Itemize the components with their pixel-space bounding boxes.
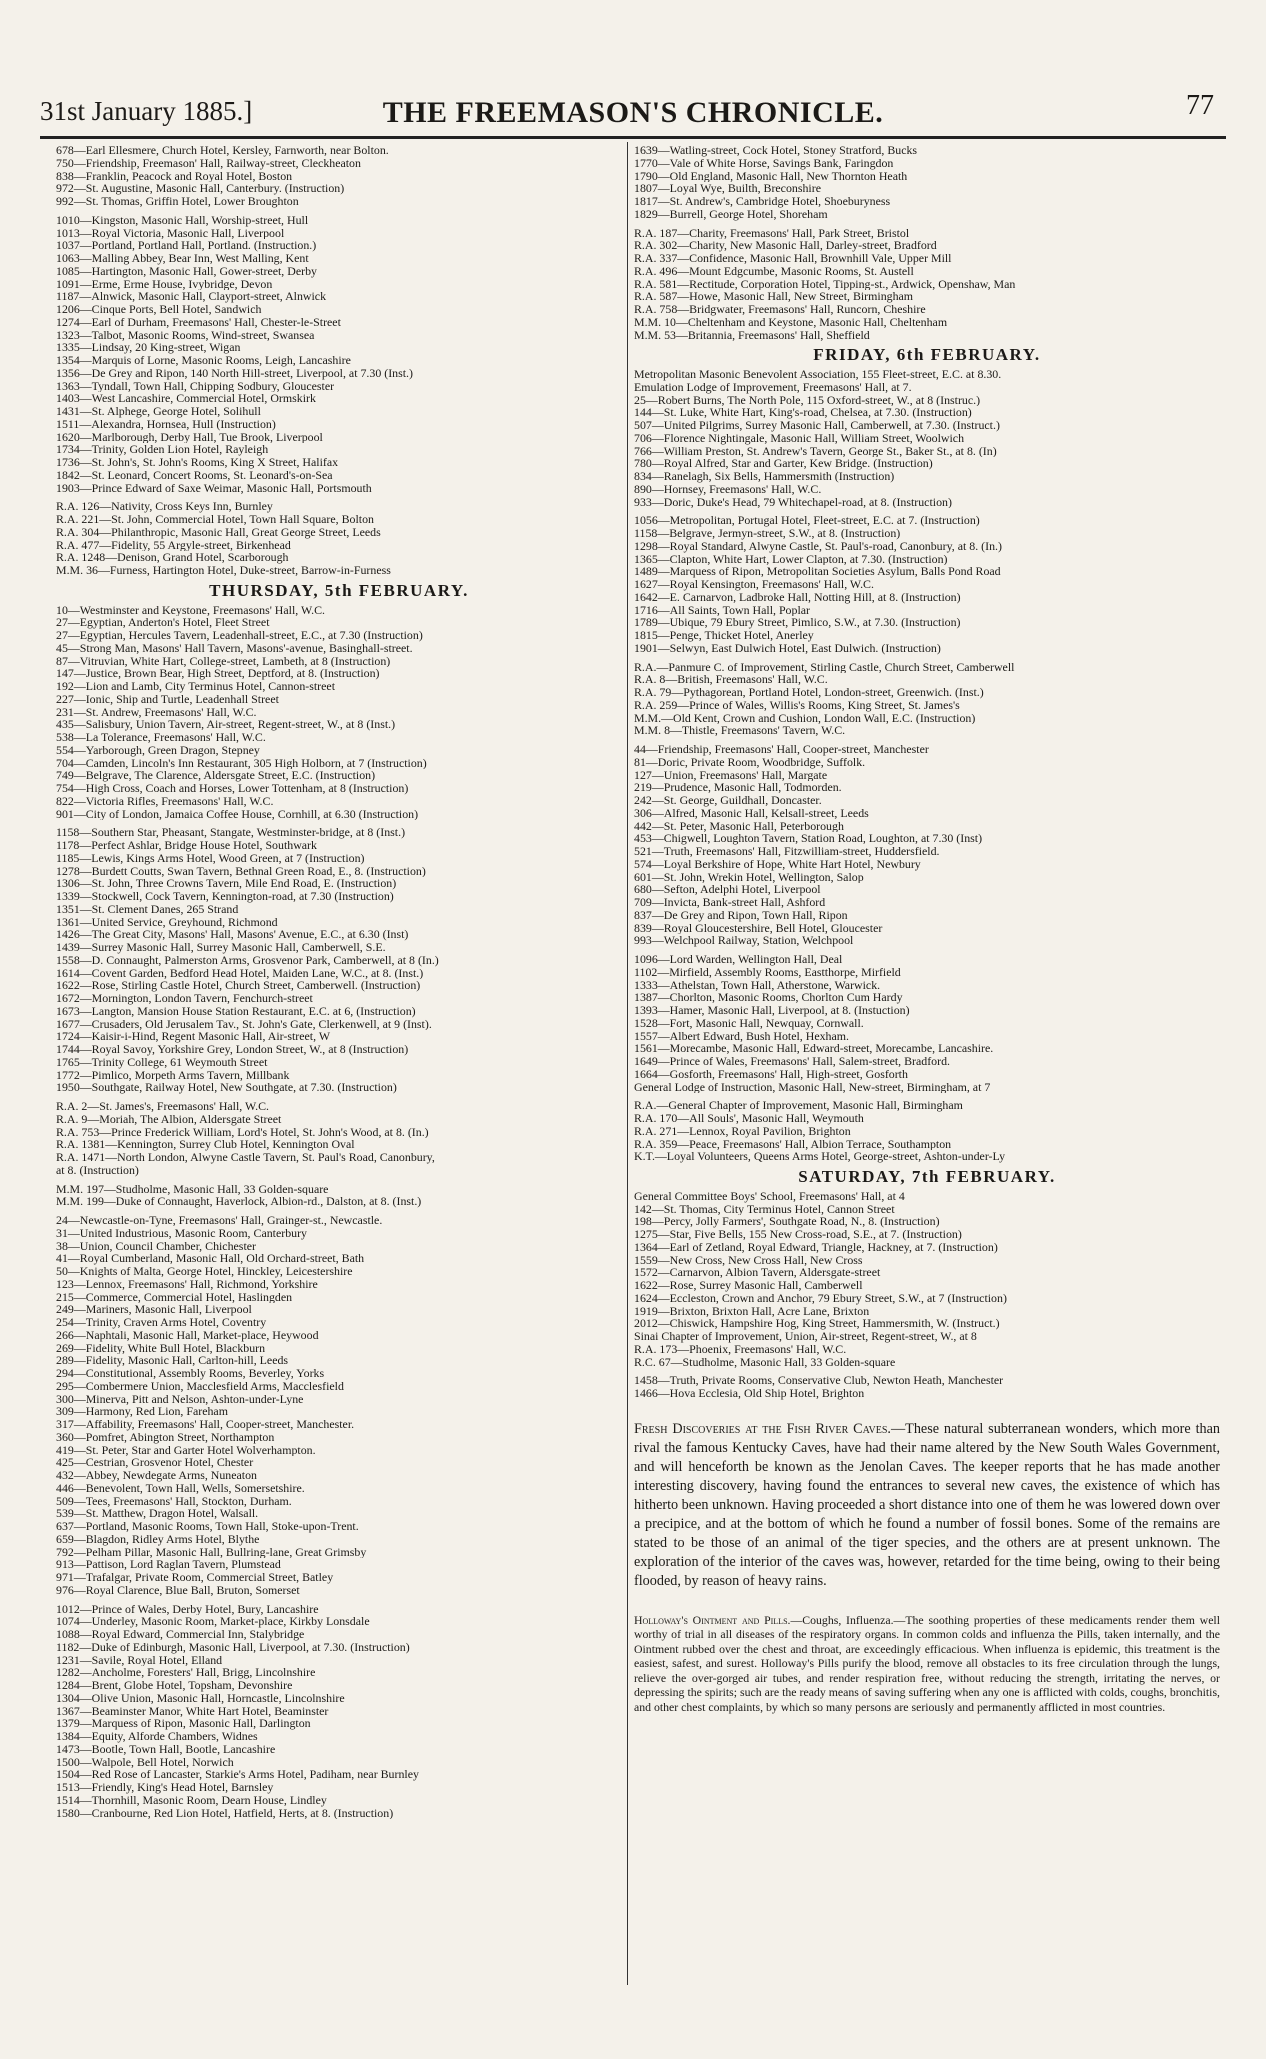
lodge-group	[634, 514, 1220, 654]
lodge-entry: 2012—Chiswick, Hampshire Hog, King Street, Hammersmith, W. (Instruct.)	[634, 1317, 1000, 1330]
lodge-entry: R.C. 67—Studholme, Masonic Hall, 33 Golden-square	[634, 1355, 896, 1369]
lodge-entry: 1622—Rose, Stirling Castle Hotel, Church Street, Camberwell. (Instruction)	[56, 979, 421, 992]
lodge-entry: 1356—De Grey and Ripon, 140 North Hill-street, Liverpool, at 7.30 (Inst.)	[56, 366, 413, 380]
lodge-entry: 834—Ranelagh, Six Bells, Hammersmith (Instruction)	[634, 470, 895, 483]
lodge-entry: 1789—Ubique, 79 Ebury Street, Pimlico, S.W., at 7.30. (Instruction)	[634, 616, 961, 629]
lodge-entry: 1439—Surrey Masonic Hall, Surrey Masonic Hall, Camberwell, S.E.	[56, 941, 386, 954]
lodge-entry: 822—Victoria Rifles, Freemasons' Hall, W.C.	[56, 794, 274, 808]
lodge-entry: 1274—Earl of Durham, Freemasons' Hall, Chester-le-Street	[56, 315, 341, 329]
lodge-entry: 1559—New Cross, New Cross Hall, New Cross	[634, 1253, 863, 1267]
lodge-entry: 993—Welchpool Railway, Station, Welchpool	[634, 934, 854, 947]
lodge-entry: 446—Benevolent, Town Hall, Wells, Somersetshire.	[56, 1481, 305, 1495]
lodge-entry: M.M. 8—Thistle, Freemasons' Tavern, W.C.	[634, 724, 846, 737]
lodge-entry: 709—Invicta, Bank-street Hall, Ashford	[634, 896, 826, 909]
lodge-entry: 933—Doric, Duke's Head, 79 Whitechapel-road, at 8. (Instruction)	[634, 495, 952, 509]
lodge-entry: 1772—Pimlico, Morpeth Arms Tavern, Millbank	[56, 1068, 290, 1082]
lodge-entry: 659—Blagdon, Ridley Arms Hotel, Blythe	[56, 1532, 260, 1546]
lodge-entry: 1614—Covent Garden, Bedford Head Hotel, Maiden Lane, W.C., at 8. (Inst.)	[56, 966, 424, 980]
lodge-entry: R.A. 271—Lennox, Royal Pavilion, Brighton	[634, 1124, 851, 1138]
lodge-entry: 127—Union, Freemasons' Hall, Margate	[634, 768, 828, 782]
lodge-entry: 1363—Tyndall, Town Hall, Chipping Sodbury, Gloucester	[56, 379, 335, 393]
lodge-entry: 24—Newcastle-on-Tyne, Freemasons' Hall, Grainger-st., Newcastle.	[56, 1214, 383, 1227]
lodge-entry: 360—Pomfret, Abington Street, Northampton	[56, 1430, 275, 1444]
article-lead: Fresh Discoveries at the Fish River Caves.	[634, 1420, 891, 1437]
lodge-entry: 1158—Belgrave, Jermyn-street, S.W., at 8. (Instruction)	[634, 527, 901, 540]
lodge-entry: 749—Belgrave, The Clarence, Aldersgate Street, E.C. (Instruction)	[56, 769, 376, 782]
lodge-entry: M.M. 10—Cheltenham and Keystone, Masonic Hall, Cheltenham	[634, 315, 948, 329]
lodge-entry: 198—Percy, Jolly Farmers', Southgate Road, N., 8. (Instruction)	[634, 1215, 940, 1228]
lodge-entry: 1790—Old England, Masonic Hall, New Thornton Heath	[634, 169, 908, 183]
lodge-group	[634, 1099, 1220, 1163]
lodge-entry: R.A. 337—Confidence, Masonic Hall, Brownhill Vale, Upper Mill	[634, 252, 952, 265]
lodge-entry: R.A. 170—All Souls', Masonic Hall, Weymouth	[634, 1112, 864, 1125]
lodge-entry: 706—Florence Nightingale, Masonic Hall, William Street, Woolwich	[634, 431, 965, 445]
left-column	[56, 144, 622, 1825]
right-column	[634, 144, 1220, 1714]
lodge-entry: 509—Tees, Freemasons' Hall, Stockton, Durham.	[56, 1494, 292, 1508]
lodge-entry: 1379—Marquess of Ripon, Masonic Hall, Darlington	[56, 1717, 311, 1730]
lodge-entry: 1013—Royal Victoria, Masonic Hall, Liverpool	[56, 226, 285, 240]
lodge-entry: R.A.—Panmure C. of Improvement, Stirling Castle, Church Street, Camberwell	[634, 660, 1015, 674]
lodge-entry: M.M. 53—Britannia, Freemasons' Hall, Sheffield	[634, 328, 870, 342]
advert-body: —Coughs, Influenza.—The soothing properties of these medicaments render them well worthy of trial in all diseases of the respiratory organs. In common colds and influenza the Pills, taken internally, and the Ointment rubbed over the chest and throat, are exceedingly efficacious. When influenza is epidemic, this treatment is the easiest, safest, and surest. Holloway's Pills purify the blood, remove all obstacles to its free circulation through the lungs, relieve the over-gorged air tubes, and render respiration free, without reducing the strength, irritating the nerves, or depressing the spirits; such are the ready means of saving suffering when any one is afflicted with colds, coughs, bronchitis, and other chest complaints, by which so many persons are seriously and permanently afflicted in most countries.	[634, 1612, 1220, 1714]
lodge-entry: 1511—Alexandra, Hornsea, Hull (Instruction)	[56, 417, 276, 431]
lodge-entry: 50—Knights of Malta, George Hotel, Hinckley, Leicestershire	[56, 1265, 353, 1278]
lodge-entry: 442—St. Peter, Masonic Hall, Peterborough	[634, 819, 844, 833]
lodge-entry: 300—Minerva, Pitt and Nelson, Ashton-under-Lyne	[56, 1392, 304, 1406]
lodge-entry: 1364—Earl of Zetland, Royal Edward, Triangle, Hackney, at 7. (Instruction)	[634, 1240, 998, 1254]
lodge-entry: 1088—Royal Edward, Commercial Inn, Stalybridge	[56, 1628, 305, 1641]
lodge-entry: 837—De Grey and Ripon, Town Hall, Ripon	[634, 908, 848, 922]
friday-heading: FRIDAY, 6th FEBRUARY.	[813, 345, 1041, 365]
lodge-entry: 1572—Carnarvon, Albion Tavern, Aldersgate-street	[634, 1266, 881, 1279]
lodge-entry: 1664—Gosforth, Freemasons' Hall, High-street, Gosforth	[634, 1067, 908, 1081]
lodge-entry: 1466—Hova Ecclesia, Old Ship Hotel, Brighton	[634, 1387, 865, 1400]
lodge-entry: 1627—Royal Kensington, Freemasons' Hall, W.C.	[634, 578, 874, 591]
lodge-entry: R.A. 126—Nativity, Cross Keys Inn, Burnley	[56, 500, 273, 513]
advert-holloway	[634, 1613, 1220, 1715]
lodge-entry: 1298—Royal Standard, Alwyne Castle, St. Paul's-road, Canonbury, at 8. (In.)	[634, 539, 1002, 553]
lodge-entry: 1770—Vale of White Horse, Savings Bank, Faringdon	[634, 156, 894, 170]
lodge-entry: 1010—Kingston, Masonic Hall, Worship-street, Hull	[56, 213, 309, 227]
lodge-entry: 289—Fidelity, Masonic Hall, Carlton-hill, Leeds	[56, 1354, 289, 1367]
page-header	[40, 90, 1226, 138]
lodge-entry: 1744—Royal Savoy, Yorkshire Grey, London Street, W., at 8 (Instruction)	[56, 1043, 409, 1056]
lodge-entry: R.A. 496—Mount Edgcumbe, Masonic Rooms, St. Austell	[634, 264, 914, 278]
lodge-entry: 1102—Mirfield, Assembly Rooms, Eastthorpe, Mirfield	[634, 965, 901, 979]
lodge-group	[56, 1603, 622, 1820]
lodge-entry: 219—Prudence, Masonic Hall, Todmorden.	[634, 781, 842, 794]
lodge-entry: 1393—Hamer, Masonic Hall, Liverpool, at 8. (Instuction)	[634, 1004, 910, 1017]
lodge-entry: 680—Sefton, Adelphi Hotel, Liverpool	[634, 883, 821, 896]
lodge-entry: 1304—Olive Union, Masonic Hall, Horncastle, Lincolnshire	[56, 1691, 345, 1705]
lodge-group	[56, 1183, 622, 1209]
lodge-entry: R.A. 1381—Kennington, Surrey Club Hotel, Kennington Oval	[56, 1138, 355, 1151]
lodge-entry: 1351—St. Clement Danes, 265 Strand	[56, 902, 239, 916]
lodge-entry: 419—St. Peter, Star and Garter Hotel Wolverhampton.	[56, 1443, 316, 1457]
lodge-entry: R.A. 581—Rectitude, Corporation Hotel, Tipping-st., Ardwick, Openshaw, Man	[634, 277, 1016, 291]
lodge-entry: 521—Truth, Freemasons' Hall, Fitzwilliam-street, Huddersfield.	[634, 845, 940, 858]
article-body: —These natural subterranean wonders, which more than rival the famous Kentucky Caves, have had their name altered by the New South Wales Government, and will henceforth be known as the Jenolan Caves. The keeper reports that he has made another interesting discovery, having found the entrances to several new caves, the existence of which has hitherto been unknown. Having proceeded a short distance into one of them he was lowered down over a precipice, and at the bottom of which he found a number of fossil bones. Some of the remains are stated to be those of an animal of the tiger species, and the others are at present unknown. The exploration of the interior of the caves was, however, retarded for the time being, owing to their being flooded, by reason of heavy rains.	[634, 1420, 1220, 1589]
lodge-entry: 266—Naphtali, Masonic Hall, Market-place, Heywood	[56, 1328, 319, 1342]
lodge-entry: 1458—Truth, Private Rooms, Conservative Club, Newton Heath, Manchester	[634, 1374, 1004, 1387]
lodge-entry: 1384—Equity, Alforde Chambers, Widnes	[56, 1730, 258, 1743]
lodge-entry: 1504—Red Rose of Lancaster, Starkie's Arms Hotel, Padiham, near Burnley	[56, 1768, 419, 1781]
lodge-entry: 294—Constitutional, Assembly Rooms, Beverley, Yorks	[56, 1367, 325, 1380]
lodge-entry: 1624—Eccleston, Crown and Anchor, 79 Ebury Street, S.W., at 7 (Instruction)	[634, 1291, 1007, 1305]
lodge-group	[634, 953, 1220, 1093]
lodge-entry: Sinai Chapter of Improvement, Union, Air-street, Regent-street, W., at 8	[634, 1330, 977, 1343]
lodge-entry: 1431—St. Alphege, George Hotel, Solihull	[56, 405, 261, 418]
lodge-entry: 1387—Chorlton, Masonic Rooms, Chorlton Cum Hardy	[634, 991, 903, 1004]
lodge-entry: 1056—Metropolitan, Portugal Hotel, Fleet-street, E.C. at 7. (Instruction)	[634, 514, 980, 527]
lodge-group	[56, 1214, 622, 1597]
lodge-entry: 792—Pelham Pillar, Masonic Hall, Bullring-lane, Great Grimsby	[56, 1545, 367, 1559]
lodge-entry: 1278—Burdett Coutts, Swan Tavern, Bethnal Green Road, E., 8. (Instruction)	[56, 864, 426, 878]
lodge-entry: 231—St. Andrew, Freemasons' Hall, W.C.	[56, 705, 257, 719]
lodge-entry: M.M. 197—Studholme, Masonic Hall, 33 Golden-square	[56, 1182, 329, 1196]
lodge-entry: R.A. 304—Philanthropic, Masonic Hall, Great George Street, Leeds	[56, 525, 381, 539]
lodge-entry: 1361—United Service, Greyhound, Richmond	[56, 915, 278, 929]
lodge-entry: 432—Abbey, Newdegate Arms, Nuneaton	[56, 1469, 257, 1482]
lodge-entry: 1919—Brixton, Brixton Hall, Acre Lane, Brixton	[634, 1304, 870, 1318]
lodge-entry: 1182—Duke of Edinburgh, Masonic Hall, Liverpool, at 7.30. (Instruction)	[56, 1640, 410, 1654]
lodge-entry: 780—Royal Alfred, Star and Garter, Kew Bridge. (Instruction)	[634, 457, 933, 470]
lodge-group	[634, 743, 1220, 947]
lodge-entry: 1672—Mornington, London Tavern, Fenchurch-street	[56, 992, 313, 1005]
lodge-entry: R.A. 2—St. James's, Freemasons' Hall, W.C.	[56, 1100, 270, 1113]
lodge-entry: 1091—Erme, Erme House, Ivybridge, Devon	[56, 277, 273, 291]
lodge-group	[56, 144, 622, 208]
lodge-entry: R.A. 302—Charity, New Masonic Hall, Darley-street, Bradford	[634, 239, 937, 252]
lodge-entry: R.A. 8—British, Freemasons' Hall, W.C.	[634, 673, 828, 686]
lodge-entry: 1649—Prince of Wales, Freemasons' Hall, Salem-street, Bradford.	[634, 1055, 950, 1068]
lodge-entry: 766—William Preston, St. Andrew's Tavern, George St., Baker St., at 8. (In)	[634, 444, 997, 458]
lodge-entry: 538—La Tolerance, Freemasons' Hall, W.C.	[56, 731, 266, 744]
lodge-entry: 1815—Penge, Thicket Hotel, Anerley	[634, 629, 814, 642]
lodge-entry: R.A. 259—Prince of Wales, Willis's Rooms, King Street, St. James's	[634, 698, 960, 712]
lodge-entry: 1284—Brent, Globe Hotel, Topsham, Devonshire	[56, 1679, 293, 1692]
lodge-entry: R.A. 359—Peace, Freemasons' Hall, Albion Terrace, Southampton	[634, 1137, 952, 1151]
lodge-entry: 1807—Loyal Wye, Builth, Breconshire	[634, 182, 821, 195]
lodge-entry: 554—Yarborough, Green Dragon, Stepney	[56, 743, 260, 757]
lodge-entry: 1335—Lindsay, 20 King-street, Wigan	[56, 341, 241, 354]
lodge-entry: 704—Camden, Lincoln's Inn Restaurant, 305 High Holborn, at 7 (Instruction)	[56, 756, 427, 770]
lodge-entry: 44—Friendship, Freemasons' Hall, Cooper-street, Manchester	[634, 743, 929, 756]
lodge-entry: 1716—All Saints, Town Hall, Poplar	[634, 603, 810, 617]
lodge-entry: 1473—Bootle, Town Hall, Bootle, Lancashire	[56, 1742, 276, 1756]
lodge-entry: 992—St. Thomas, Griffin Hotel, Lower Broughton	[56, 195, 299, 208]
lodge-group	[634, 144, 1220, 221]
lodge-entry: 1074—Underley, Masonic Room, Market-place, Kirkby Lonsdale	[56, 1615, 370, 1628]
lodge-entry: 1736—St. John's, St. John's Rooms, King X Street, Halifax	[56, 456, 339, 469]
lodge-entry: 41—Royal Cumberland, Masonic Hall, Old Orchard-street, Bath	[56, 1252, 365, 1265]
lodge-entry: 27—Egyptian, Hercules Tavern, Leadenhall-street, E.C., at 7.30 (Instruction)	[56, 629, 423, 642]
lodge-group	[56, 214, 622, 495]
lodge-entry: 38—Union, Council Chamber, Chichester	[56, 1239, 256, 1253]
lodge-group	[634, 394, 1220, 509]
saturday-heading: SATURDAY, 7th FEBRUARY.	[798, 1167, 1056, 1186]
lodge-entry: 254—Trinity, Craven Arms Hotel, Coventry	[56, 1316, 267, 1329]
lodge-entry: 27—Egyptian, Anderton's Hotel, Fleet Street	[56, 616, 270, 629]
lodge-group	[56, 604, 622, 821]
lodge-entry: 890—Hornsey, Freemasons' Hall, W.C.	[634, 482, 822, 496]
friday-list	[634, 394, 1220, 1164]
lodge-entry: 913—Pattison, Lord Raglan Tavern, Plumstead	[56, 1558, 281, 1571]
lodge-entry: 269—Fidelity, White Bull Hotel, Blackburn	[56, 1341, 266, 1355]
lodge-group	[634, 1190, 1220, 1369]
lodge-entry: 142—St. Thomas, City Terminus Hotel, Cannon Street	[634, 1202, 895, 1216]
right-opening-list	[634, 144, 1220, 341]
lodge-entry: 31—United Industrious, Masonic Room, Canterbury	[56, 1226, 307, 1240]
lodge-entry: 1622—Rose, Surrey Masonic Hall, Camberwell	[634, 1279, 863, 1292]
lodge-entry: 1231—Savile, Royal Hotel, Elland	[56, 1653, 223, 1667]
lodge-entry: R.A. 753—Prince Frederick William, Lord's Hotel, St. John's Wood, at 8. (In.)	[56, 1125, 429, 1139]
lodge-entry: 317—Affability, Freemasons' Hall, Cooper-street, Manchester.	[56, 1418, 355, 1431]
lodge-entry: 1901—Selwyn, East Dulwich Hotel, East Dulwich. (Instruction)	[634, 641, 941, 655]
lodge-entry: 1187—Alnwick, Masonic Hall, Clayport-street, Alnwick	[56, 290, 327, 303]
lodge-entry: 309—Harmony, Red Lion, Fareham	[56, 1405, 228, 1418]
thursday-heading: THURSDAY, 5th FEBRUARY.	[209, 580, 469, 600]
lodge-entry: R.A.—General Chapter of Improvement, Masonic Hall, Birmingham	[634, 1099, 963, 1112]
lodge-entry: at 8. (Instruction)	[56, 1163, 139, 1177]
lodge-entry: R.A. 9—Moriah, The Albion, Aldersgate Street	[56, 1112, 282, 1126]
lodge-entry: 539—St. Matthew, Dragon Hotel, Walsall.	[56, 1507, 259, 1520]
lodge-entry: M.M.—Old Kent, Crown and Cushion, London Wall, E.C. (Instruction)	[634, 711, 976, 725]
publication-title: THE FREEMASON'S CHRONICLE.	[382, 96, 884, 129]
lodge-entry: 839—Royal Gloucestershire, Bell Hotel, Gloucester	[634, 921, 883, 935]
lodge-entry: 507—United Pilgrims, Surrey Masonic Hall, Camberwell, at 7.30. (Instruct.)	[634, 419, 1000, 432]
lodge-entry: 678—Earl Ellesmere, Church Hotel, Kersley, Farnworth, near Bolton.	[56, 144, 389, 157]
lodge-entry: 1528—Fort, Masonic Hall, Newquay, Cornwall.	[634, 1016, 864, 1030]
lodge-entry: M.M. 199—Duke of Connaught, Haverlock, Albion-rd., Dalston, at 8. (Inst.)	[56, 1195, 422, 1208]
lodge-entry: M.M. 36—Furness, Hartington Hotel, Duke-street, Barrow-in-Furness	[56, 564, 391, 577]
lodge-entry: 295—Combermere Union, Macclesfield Arms, Macclesfield	[56, 1379, 344, 1393]
lodge-entry: 87—Vitruvian, White Hart, College-street, Lambeth, at 8 (Instruction)	[56, 654, 391, 668]
header-rule	[40, 136, 1226, 139]
lodge-entry: R.A. 221—St. John, Commercial Hotel, Town Hall Square, Bolton	[56, 513, 374, 526]
lodge-entry: R.A. 477—Fidelity, 55 Argyle-street, Birkenhead	[56, 538, 291, 552]
lodge-entry: General Committee Boys' School, Freemasons' Hall, at 4	[634, 1189, 905, 1203]
lodge-entry: 25—Robert Burns, The North Pole, 115 Oxford-street, W., at 8 (Instruc.)	[634, 393, 981, 407]
lodge-entry: 306—Alfred, Masonic Hall, Kelsall-street, Leeds	[634, 806, 869, 820]
lodge-entry: 425—Cestrian, Grosvenor Hotel, Chester	[56, 1456, 254, 1469]
lodge-entry: 1333—Athelstan, Town Hall, Atherstone, Warwick.	[634, 978, 881, 992]
lodge-entry: 1365—Clapton, White Hart, Lower Clapton, at 7.30. (Instruction)	[634, 552, 948, 566]
lodge-entry: 1339—Stockwell, Cock Tavern, Kennington-road, at 7.30 (Instruction)	[56, 890, 394, 903]
lodge-entry: 1513—Friendly, King's Head Hotel, Barnsley	[56, 1781, 274, 1794]
lodge-entry: R.A. 173—Phoenix, Freemasons' Hall, W.C.	[634, 1342, 847, 1356]
lodge-entry: 453—Chigwell, Loughton Tavern, Station Road, Loughton, at 7.30 (Inst)	[634, 832, 983, 845]
lodge-group	[634, 1374, 1220, 1400]
lodge-entry: R.A. 187—Charity, Freemasons' Hall, Park Street, Bristol	[634, 226, 910, 240]
lodge-entry: 972—St. Augustine, Masonic Hall, Canterbury. (Instruction)	[56, 182, 345, 195]
friday-intro-line: Emulation Lodge of Improvement, Freemasons' Hall, at 7.	[634, 380, 912, 394]
lodge-entry: 1012—Prince of Wales, Derby Hotel, Bury, Lancashire	[56, 1602, 319, 1616]
lodge-entry: 147—Justice, Brown Bear, High Street, Deptford, at 8. (Instruction)	[56, 667, 380, 680]
lodge-entry: 1354—Marquis of Lorne, Masonic Rooms, Leigh, Lancashire	[56, 354, 351, 367]
lodge-entry: 1829—Burrell, George Hotel, Shoreham	[634, 207, 828, 221]
lodge-entry: R.A. 1471—North London, Alwyne Castle Tavern, St. Paul's Road, Canonbury,	[56, 1151, 435, 1164]
lodge-entry: R.A. 758—Bridgwater, Freemasons' Hall, Runcorn, Cheshire	[634, 303, 926, 316]
lodge-entry: 1817—St. Andrew's, Cambridge Hotel, Shoeburyness	[634, 195, 891, 208]
lodge-entry: 1185—Lewis, Kings Arms Hotel, Wood Green, at 7 (Instruction)	[56, 851, 365, 865]
lodge-entry: General Lodge of Instruction, Masonic Hall, New-street, Birmingham, at 7	[634, 1080, 991, 1094]
lodge-entry: 192—Lion and Lamb, City Terminus Hotel, Cannon-street	[56, 680, 335, 693]
friday-intro-line: Metropolitan Masonic Benevolent Association, 155 Fleet-street, E.C. at 8.30.	[634, 368, 1002, 381]
lodge-entry: 1096—Lord Warden, Wellington Hall, Deal	[634, 953, 843, 966]
lodge-entry: 242—St. George, Guildhall, Doncaster.	[634, 794, 822, 807]
lodge-entry: 1514—Thornhill, Masonic Room, Dearn House, Lindley	[56, 1793, 327, 1807]
lodge-entry: 750—Friendship, Freemason' Hall, Railway-street, Cleckheaton	[56, 156, 361, 170]
lodge-entry: R.A. 1248—Denison, Grand Hotel, Scarborough	[56, 551, 289, 564]
lodge-entry: 637—Portland, Masonic Rooms, Town Hall, Stoke-upon-Trent.	[56, 1520, 359, 1533]
lodge-entry: R.A. 79—Pythagorean, Portland Hotel, London-street, Greenwich. (Inst.)	[634, 686, 984, 699]
page-number: 77	[1186, 90, 1214, 121]
lodge-entry: 1489—Marquess of Ripon, Metropolitan Societies Asylum, Balls Pond Road	[634, 565, 1001, 578]
lodge-entry: 45—Strong Man, Masons' Hall Tavern, Masons'-avenue, Basinghall-street.	[56, 641, 413, 655]
lodge-entry: 1403—West Lancashire, Commercial Hotel, Ormskirk	[56, 392, 316, 405]
lodge-entry: 81—Doric, Private Room, Woodbridge, Suffolk.	[634, 755, 866, 769]
lodge-entry: 1500—Walpole, Bell Hotel, Norwich	[56, 1755, 234, 1769]
lodge-entry: 1561—Morecambe, Masonic Hall, Edward-street, Morecambe, Lancashire.	[634, 1042, 994, 1055]
lodge-entry: 1306—St. John, Three Crowns Tavern, Mile End Road, E. (Instruction)	[56, 877, 397, 890]
lodge-entry: 1620—Marlborough, Derby Hall, Tue Brook, Liverpool	[56, 430, 323, 444]
lodge-group	[634, 227, 1220, 342]
lodge-entry: 1178—Perfect Ashlar, Bridge House Hotel, Southwark	[56, 839, 317, 852]
lodge-entry: 1275—Star, Five Bells, 155 New Cross-road, S.E., at 7. (Instruction)	[634, 1228, 962, 1241]
lodge-entry: 1557—Albert Edward, Bush Hotel, Hexham.	[634, 1029, 849, 1043]
lodge-entry: 1367—Beaminster Manor, White Hart Hotel, Beaminster	[56, 1704, 329, 1718]
lodge-entry: 227—Ionic, Ship and Turtle, Leadenhall Street	[56, 692, 279, 706]
thursday-list	[56, 604, 622, 1820]
issue-date: 31st January 1885.]	[40, 96, 253, 126]
lodge-entry: 971—Trafalgar, Private Room, Commercial Street, Batley	[56, 1571, 334, 1584]
lodge-entry: R.A. 587—Howe, Masonic Hall, New Street, Birmingham	[634, 290, 914, 303]
lodge-entry: 249—Mariners, Masonic Hall, Liverpool	[56, 1303, 252, 1316]
lodge-entry: 574—Loyal Berkshire of Hope, White Hart Hotel, Newbury	[634, 857, 921, 871]
lodge-entry: 976—Royal Clarence, Blue Ball, Bruton, Somerset	[56, 1583, 300, 1597]
lodge-group	[56, 826, 622, 1094]
lodge-entry: 1642—E. Carnarvon, Ladbroke Hall, Notting Hill, at 8. (Instruction)	[634, 590, 961, 604]
lodge-entry: 123—Lennox, Freemasons' Hall, Richmond, Yorkshire	[56, 1277, 318, 1291]
lodge-entry: 435—Salisbury, Union Tavern, Air-street, Regent-street, W., at 8 (Inst.)	[56, 718, 396, 731]
lodge-entry: 1677—Crusaders, Old Jerusalem Tav., St. John's Gate, Clerkenwell, at 9 (Inst).	[56, 1017, 432, 1031]
lodge-entry: K.T.—Loyal Volunteers, Queens Arms Hotel, George-street, Ashton-under-Ly	[634, 1150, 1006, 1163]
lodge-entry: 215—Commerce, Commercial Hotel, Haslingden	[56, 1290, 293, 1304]
lodge-entry: 1323—Talbot, Masonic Rooms, Wind-street, Swansea	[56, 328, 315, 342]
saturday-list	[634, 1190, 1220, 1400]
lodge-entry: 10—Westminster and Keystone, Freemasons' Hall, W.C.	[56, 603, 326, 617]
lodge-entry: 1673—Langton, Mansion House Station Restaurant, E.C. at 6, (Instruction)	[56, 1004, 416, 1018]
lodge-entry: 1206—Cinque Ports, Bell Hotel, Sandwich	[56, 303, 262, 316]
lodge-group	[634, 661, 1220, 738]
lodge-entry: 1765—Trinity College, 61 Weymouth Street	[56, 1055, 268, 1069]
lodge-entry: 144—St. Luke, White Hart, King's-road, Chelsea, at 7.30. (Instruction)	[634, 406, 972, 419]
lodge-entry: 1085—Hartington, Masonic Hall, Gower-street, Derby	[56, 264, 317, 278]
article-fish-river-caves	[634, 1420, 1220, 1591]
lodge-entry: 1639—Watling-street, Cock Hotel, Stoney Stratford, Bucks	[634, 144, 918, 157]
lodge-entry: 1724—Kaisir-i-Hind, Regent Masonic Hall, Air-street, W	[56, 1030, 331, 1043]
advert-lead: Holloway's Ointment and Pills.	[634, 1612, 791, 1627]
lodge-entry: 1282—Ancholme, Foresters' Hall, Brigg, Lincolnshire	[56, 1666, 316, 1679]
lodge-entry: 1903—Prince Edward of Saxe Weimar, Masonic Hall, Portsmouth	[56, 481, 372, 495]
lodge-entry: 601—St. John, Wrekin Hotel, Wellington, Salop	[634, 870, 864, 884]
lodge-entry: 1558—D. Connaught, Palmerston Arms, Grosvenor Park, Camberwell, at 8 (In.)	[56, 953, 439, 967]
lodge-entry: 1842—St. Leonard, Concert Rooms, St. Leonard's-on-Sea	[56, 468, 333, 482]
lodge-group	[56, 1100, 622, 1177]
lodge-entry: 1580—Cranbourne, Red Lion Hotel, Hatfield, Herts, at 8. (Instruction)	[56, 1806, 394, 1820]
lodge-entry: 1426—The Great City, Masons' Hall, Masons' Avenue, E.C., at 6.30 (Inst)	[56, 928, 409, 941]
lodge-entry: 754—High Cross, Coach and Horses, Lower Tottenham, at 8 (Instruction)	[56, 782, 409, 795]
lodge-entry: 838—Franklin, Peacock and Royal Hotel, Boston	[56, 169, 293, 183]
lodge-group	[56, 500, 622, 577]
column-divider	[627, 142, 628, 1985]
lodge-entry: 1063—Malling Abbey, Bear Inn, West Malling, Kent	[56, 252, 309, 265]
lodge-entry: 1158—Southern Star, Pheasant, Stangate, Westminster-bridge, at 8 (Inst.)	[56, 826, 406, 839]
lodge-entry: 1037—Portland, Portland Hall, Portland. (Instruction.)	[56, 239, 317, 252]
lodge-entry: 901—City of London, Jamaica Coffee House, Cornhill, at 6.30 (Instruction)	[56, 807, 419, 821]
left-opening-list	[56, 144, 622, 577]
lodge-entry: 1950—Southgate, Railway Hotel, New Southgate, at 7.30. (Instruction)	[56, 1081, 397, 1094]
lodge-entry: 1734—Trinity, Golden Lion Hotel, Rayleigh	[56, 443, 269, 456]
